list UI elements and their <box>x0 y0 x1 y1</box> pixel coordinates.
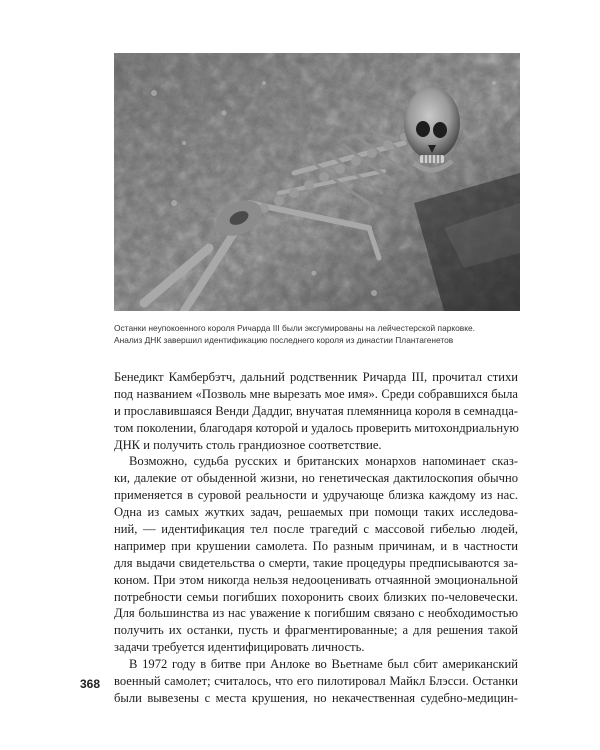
body-line: Возможно, судьба русских и британских монархов напоминает сказ- <box>129 454 518 469</box>
body-line: ки, далекие от обыденной жизни, но генетическая дактилоскопия обычно <box>114 471 518 486</box>
body-line: и прославившаяся Венди Даддиг, внучатая племянница короля в семнадца- <box>114 403 518 418</box>
skeleton-photo <box>114 53 520 311</box>
body-line: под названием «Позволь мне вырезать мое имя». Среди собравшихся была <box>114 386 518 401</box>
body-line: Одна из самых жутких задач, решаемых при помощи таких исследова- <box>114 505 518 520</box>
body-line: Бенедикт Камбербэтч, дальний родственник Ричарда III, прочитал стихи <box>114 370 518 384</box>
body-line: ний, — идентификация тел после трагедий с массовой гибелью людей, <box>114 522 518 537</box>
body-text <box>114 369 518 707</box>
caption-line-1: Останки неупокоенного короля Ричарда III были эксгумированы на лейчестерской парковке. <box>114 323 476 333</box>
body-line: задачи требуется идентифицировать личность. <box>114 640 365 655</box>
body-line: применяется в суровой реальности и удручающе близка каждому из нас. <box>114 488 518 503</box>
body-line: были вывезены с места крушения, но некачественная судебно-медицин- <box>114 690 518 705</box>
body-line: для выдачи свидетельства о смерти, такие процедуры предписываются за- <box>114 555 518 570</box>
body-line: потребности семьи погибших похоронить своих близких по-человечески. <box>114 589 518 604</box>
skeleton-illustration <box>114 53 520 311</box>
photo-caption <box>114 322 534 346</box>
body-line: например при крушении самолета. По разным причинам, и в частности <box>114 538 518 553</box>
body-line: военный самолет; считалось, что его пилотировал Майкл Блэсси. Останки <box>114 674 518 689</box>
body-line: получить их останки, пусть и фрагментированные; а для решения такой <box>114 623 518 638</box>
body-line: том поколении, благодаря которой и удалось проверить митохондриальную <box>114 420 519 435</box>
body-line: Для большинства из нас уважение к погибшим связано с необходимостью <box>114 606 518 621</box>
body-line: ДНК и получить столь грандиозное соответствие. <box>114 437 382 452</box>
body-line: коном. При этом никогда нельзя недооценивать отчаянной эмоциональной <box>114 572 518 587</box>
caption-line-2: Анализ ДНК завершил идентификацию последнего короля из династии Плантагенетов <box>114 335 454 345</box>
body-line: В 1972 году в битве при Анлоке во Вьетнаме был сбит американский <box>129 657 518 672</box>
page-number: 368 <box>80 677 101 691</box>
